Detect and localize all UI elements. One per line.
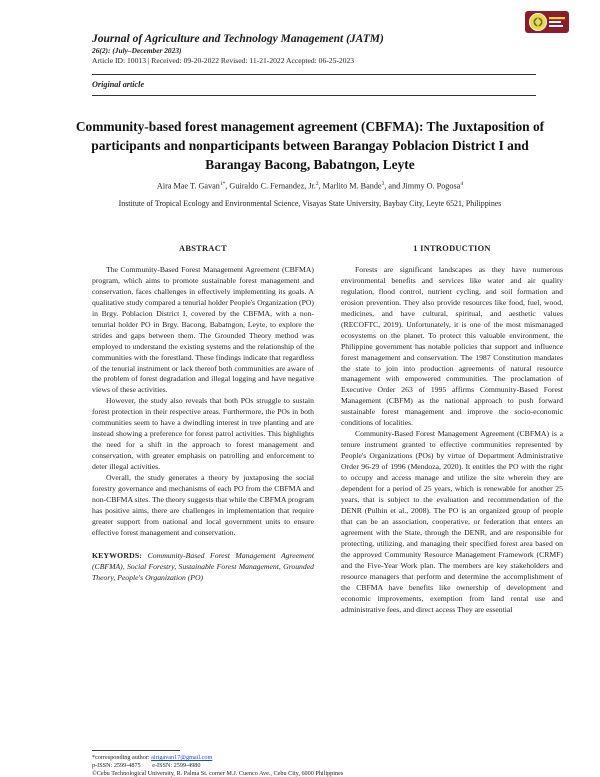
article-meta: Article ID: 10013 | Received: 09-20-2022 Revised: 11-21-2022 Accepted: 06-25-2023 xyxy=(92,56,355,65)
issn-line xyxy=(92,762,343,770)
author-name: Guiraldo C. Fernandez, Jr. xyxy=(229,181,316,191)
keywords-label: KEYWORDS: xyxy=(92,550,143,560)
footnote-divider xyxy=(92,750,180,751)
author-name: Jimmy O. Pogosa xyxy=(402,181,461,191)
title-divider xyxy=(92,95,536,96)
introduction-column xyxy=(341,244,563,615)
author-separator: , xyxy=(318,181,323,191)
author-affiliation-mark: 4 xyxy=(460,181,464,187)
author-affiliation-mark: 2 xyxy=(315,181,319,187)
keywords-text: Community-Based Forest Management Agreement (CBFMA), Social Forestry, Sustainable Forest Management, Grounded Theory, People's Organization (PO) xyxy=(92,550,315,582)
introduction-heading: 1 INTRODUCTION xyxy=(413,244,491,253)
article-type: Original article xyxy=(92,80,145,89)
journal-issue: 26(2): (July–December 2023) xyxy=(92,46,182,55)
introduction-paragraph: Forests are significant landscapes as they have numerous environmental benefits and services like water and air quality regulation, flood control, nutrient cycling, and soil formation and erosion prevention. They also provide resources like food, fuel, wood, medicines, and have cultural, spiritual, and aesthetic values (RECOFTC, 2019). Unfortunately, it is one of the most mismanaged ecosystems on the planet. To protect this valuable environment, the Philippine government has notable policies that support and influence forest management and conservation. The 1987 Constitution mandates the state to join into production agreements of natural resource management with empowered communities. The proclamation of Executive Order 263 of 1995 affirms Community-Based Forest Management (CBFM) as the national approach to push forward sustainable forest management and improve the socio-economic conditions of localities. xyxy=(341,264,563,428)
author-affiliation-mark: 3 xyxy=(381,181,385,187)
author-list xyxy=(100,179,520,192)
journal-title: Journal of Agriculture and Technology Management (JATM) xyxy=(92,33,384,45)
author-name: Aira Mae T. Gavan xyxy=(156,181,220,191)
jatm-logo-icon xyxy=(525,7,569,37)
introduction-paragraph: Community-Based Forest Management Agreement (CBFMA) is a tenure instrument granted to effective communities represented by People's Organizations (POs) by virtue of Department Administrative Order 96-29 of 1996 (Mendoza, 2020). It entitles the PO with the right to occupy and access manage and utilize the site wherein they are dependent for a period of 25 years, which is renewable for another 25 years, that is subject to the evaluation and recommendation of the DENR (Pulhin et al., 2008). The PO is an organized group of people that can be an association, cooperative, or federation that enters an agreement with the State, through the DENR, and are responsible for protecting, utilizing, and managing their specified forest area based on the approved Community Resource Management Framework (CRMF) and the Five-Year Work plan. The members are key stakeholders and resource managers that perform and determine the accomplishment of the CBFMA have benefits like ownership of development and economic improvements, exemption from land rental use and administrative fees, and direct access They are essential xyxy=(341,429,563,614)
author-affiliation-mark: 1* xyxy=(219,181,226,187)
print-issn: p-ISSN: 2599-4875 xyxy=(92,761,141,769)
author-separator: , xyxy=(225,181,230,191)
author-name: Marlito M. Bande xyxy=(322,181,382,191)
abstract-heading: ABSTRACT xyxy=(178,244,227,253)
page-footer xyxy=(92,754,343,777)
corresponding-author-line xyxy=(92,754,343,762)
abstract-paragraph: However, the study also reveals that both POs struggle to sustain forest protection in their respective areas. Furthermore, the POs in both communities seem to have a dwindling interest in tree planting and are instead showing a preference for forest patrol activities. This highlights the need for a shift in the approach to forest management and conservation, with greater emphasis on patrolling and enforcement to deter illegal activities. xyxy=(92,396,314,472)
author-separator: , and xyxy=(384,181,403,191)
author-affiliation: Institute of Tropical Ecology and Environmental Science, Visayas State University, Baybay City, Leyte 6521, Philippines xyxy=(118,199,502,208)
copyright-line: ©Cebu Technological University, R. Palma St. corner M.J. Cuenco Ave., Cebu City, 6000 Philippines xyxy=(92,769,344,777)
keywords-block xyxy=(92,551,314,584)
abstract-column xyxy=(92,244,314,584)
header-divider xyxy=(92,74,536,75)
article-title: Community-based forest management agreement (CBFMA): The Juxtaposition of participants and nonparticipants between Barangay Poblacion District I and Barangay Bacong, Babatngon, Leyte xyxy=(75,119,545,172)
electronic-issn: e-ISSN: 2599-4980 xyxy=(152,761,201,769)
abstract-paragraph: Overall, the study generates a theory by juxtaposing the social forestry governance and mechanisms of each PO from the CBFMA and non-CBFMA sites. The theory suggests that while the CBFMA program has positive aims, there are challenges in implementation that require greater support from national and local government units to ensure effective forest management and conservation. xyxy=(92,473,314,537)
journal-header xyxy=(92,33,512,66)
abstract-paragraph: The Community-Based Forest Management Agreement (CBFMA) program, which aims to promote sustainable forest management and conservation, faces challenges in effectively implementing its goals. A qualitative study compared a tenurial holder People's Organization (PO) in Brgy. Poblacion District I, covered by the CBFMA, with a non-tenurial holder PO in Brgy. Bacong, Babatngon, Leyte, to explore the strides and gaps between them. The Grounded Theory method was employed to understand the existing systems and the relationship of the communities with the forestland. These findings indicate that regardless of the tenurial instrument or lack thereof both communities are aware of the problem of forest degradation and illegal logging and have negative views of these activities. xyxy=(92,264,314,395)
corresponding-email-link[interactable]: airigavan17@gmail.com xyxy=(151,754,213,761)
corresponding-label: *corresponding author: xyxy=(92,754,150,761)
journal-logo xyxy=(525,7,569,37)
